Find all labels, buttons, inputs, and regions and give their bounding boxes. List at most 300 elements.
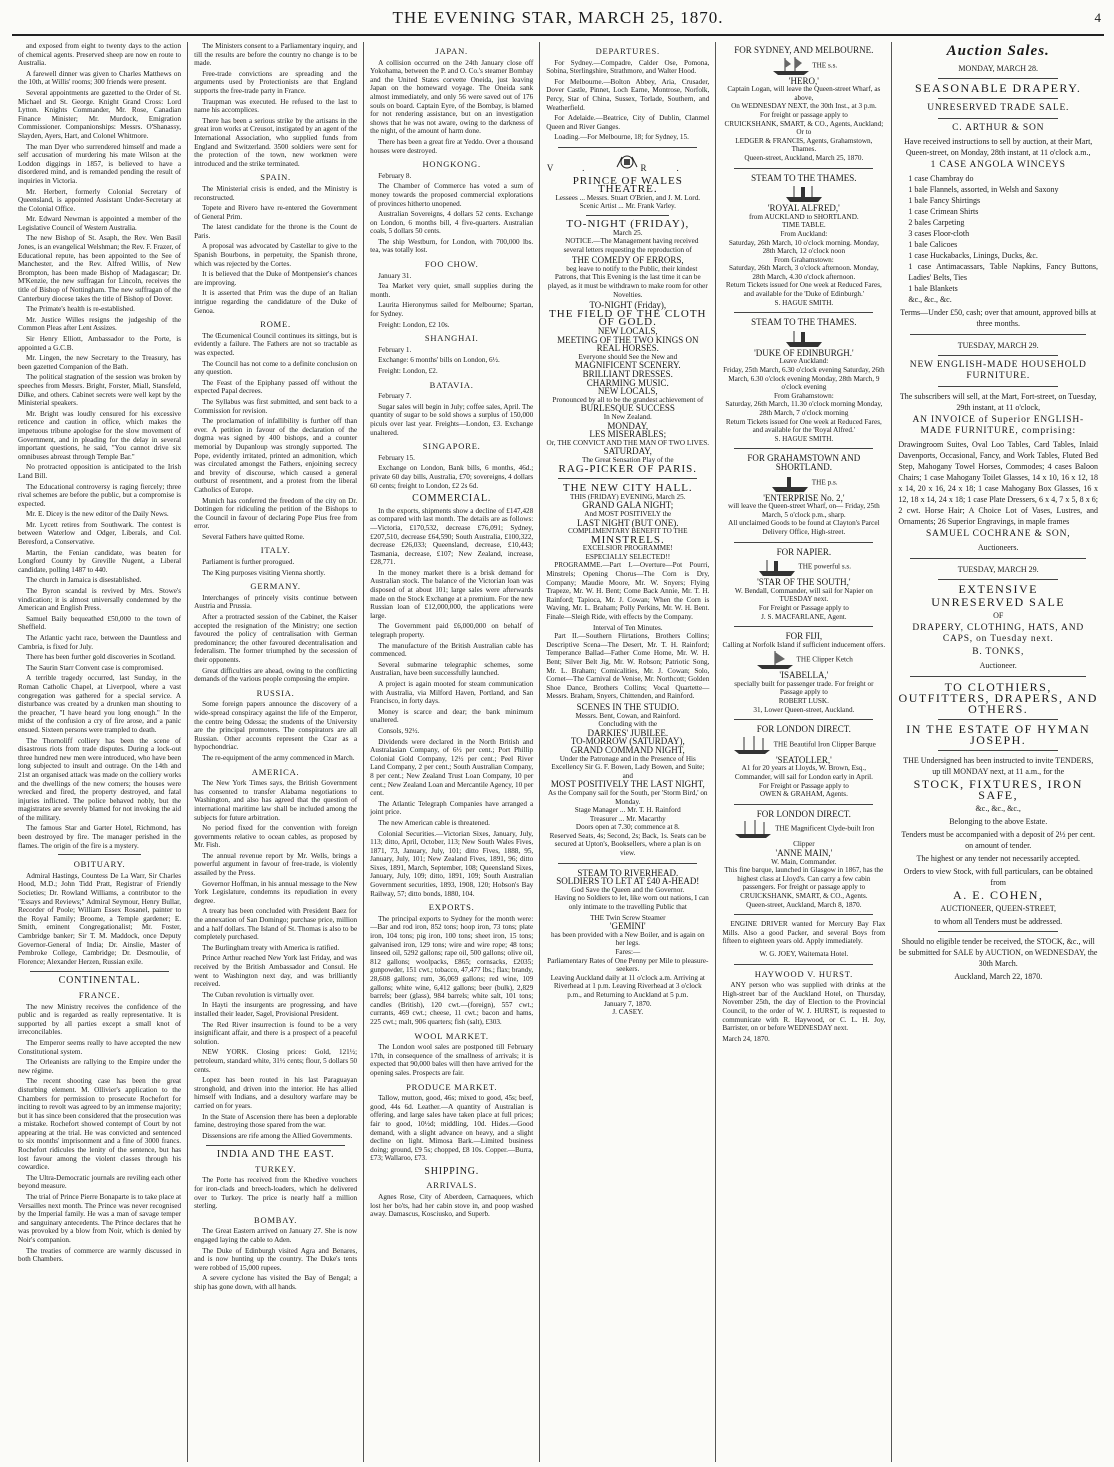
theatre-title: PRINCE OF WALES THEATRE.: [572, 174, 683, 196]
fiji-ad: [722, 632, 885, 714]
paragraph: The annual revenue report by Mr. Wells, brings a powerful argument in favour of free-trade, is violently assailed by the Press.: [194, 851, 358, 878]
paragraph: No period fixed for the convention with foreign governments relative to ocean cables, as proposed by Mr. Fish.: [194, 824, 358, 850]
hero-text: Captain Logan, will leave the Queen-street Wharf, as above,: [727, 85, 881, 102]
seasonable-drapery: SEASONABLE DRAPERY.: [915, 81, 1082, 95]
bombay-heading: BOMBAY.: [254, 1214, 298, 1225]
spain-paragraphs: [194, 185, 357, 315]
steamer-icon: [770, 472, 810, 494]
theatre-notice2: beg leave to notify to the Public, their kindest Patrons, that This Evening is the last time it can be played, as it must be withdrawn to make room for other Novelties.: [547, 264, 708, 299]
columns: [12, 42, 1104, 1462]
batavia-paragraphs: [370, 392, 533, 437]
steamer-icon: [784, 182, 824, 204]
tuesday-date-1: TUESDAY, MARCH 29.: [957, 341, 1039, 350]
divider: [734, 168, 873, 169]
sydney-heading: FOR SYDNEY, AND MELBOURNE.: [734, 45, 874, 55]
singapore-paragraphs: [370, 454, 533, 490]
paragraph: The New York Times says, the British Government has consented to transfer Alabama negotiations to Washington, and also has agreed that the question of international maritime law shall be included among the subjects for future arbitration.: [194, 779, 358, 822]
divider: [558, 478, 697, 479]
city-hall-ad: [546, 484, 709, 858]
paragraph: The Saurin Starr Convent case is compromised.: [26, 663, 164, 672]
hero-intro: THE s.s.: [812, 61, 838, 70]
divider: [938, 78, 1058, 79]
duke-times2: Saturday, 26th March, 11.30 o'clock morning Monday, 28th March, 7 o'clock morning: [725, 400, 883, 417]
paragraph: The Cuban revolution is virtually over.: [202, 990, 314, 999]
commercial-heading: COMMERCIAL.: [412, 493, 492, 505]
ent-text: will leave the Queen-street Wharf, on— Friday, 25th March, 5 o'clock p.m., sharp.: [728, 502, 880, 519]
theatre-saturday: SATURDAY,: [603, 446, 652, 457]
theatre-date: March 25.: [613, 228, 643, 237]
london2-date: Queen-street, Auckland, March 8, 1870.: [746, 900, 862, 909]
page-number: 4: [1094, 10, 1102, 25]
paragraph: The ship Westburn, for London, with 700,000 lbs. tea, was totally lost.: [370, 237, 534, 255]
fiji-addr: 31, Lower Queen-street, Auckland.: [753, 705, 855, 714]
arthur-text: Have received instructions to sell by auction, at their Mart, Queen-street, on Monday, 28th instant, at 11 o'clock a.m.,: [904, 137, 1093, 157]
leave-auckland: Leave Auckland:: [779, 357, 829, 366]
haywood-text: ANY person who was supplied with drinks at the High-street bar of the Auckland Hotel, on Thursday, November 25th, the day of Election to the Provincial Council, to the order of W. J. HURST, is requested to communicate with R. Haywood, or C. L. H. Joy, Barrister, on or before WEDNESDAY next.: [722, 981, 886, 1033]
foochow-heading: FOO CHOW.: [424, 259, 479, 270]
ent-name: 'ENTERPRISE No. 2,': [763, 492, 845, 503]
theatre-scenic: Scenic Artist ... Mr. Frank Varley.: [579, 202, 676, 211]
wool-heading: WOOL MARKET.: [414, 1030, 489, 1041]
paragraph: The new Ministry receives the confidence of the public and is regarded as really representative. It is supported by all parties except a small knot of irreconcilables.: [18, 1002, 182, 1037]
english-made-heading: NEW ENGLISH-MADE HOUSEHOLD FURNITURE.: [909, 360, 1087, 381]
paragraph: Exchange on London, Bank bills, 6 months, 46d.; private 60 day bills, Australia, £70; sovereigns, 4 dollars 60 cents; freight to London, £2 2s 6d.: [370, 464, 534, 490]
batavia-heading: BATAVIA.: [429, 379, 474, 390]
paragraph: The Educational controversy is raging fiercely; three rival schemes are before the public, but a compromise is expected.: [18, 482, 182, 508]
france-heading: FRANCE.: [78, 989, 121, 1000]
paragraph: A proposal was advocated by Castellar to give to the Spanish Bourbons, in perpetuity, the Spanish throne, which was rejected by the Cortes.: [194, 242, 358, 268]
paragraph: February 15.: [378, 453, 415, 462]
ra-times2: Saturday, 26th March, 3 o'clock afternoon. Monday, 28th March, 4.30 o'clock afternoon.: [729, 264, 879, 281]
paragraph: The treaties of commerce are warmly discussed in both Chambers.: [18, 1246, 182, 1264]
japan-paragraphs: [370, 59, 533, 156]
duke-return: Return Tickets issued for One week at Reduced Fares, and available for the 'Royal Alfred.': [725, 417, 882, 435]
unreserved-sale-heading: UNRESERVED SALE: [931, 595, 1066, 609]
paragraph: Topete and Rivero have re-entered the Government of General Prim.: [194, 204, 358, 221]
theatre-music: CHARMING MUSIC.: [586, 377, 669, 388]
steamer-icon: [784, 327, 824, 349]
foochow-paragraphs: [370, 272, 533, 330]
sale-item: &c., &c., &c.: [908, 295, 952, 304]
departures-paragraphs: [546, 59, 709, 142]
paragraph: The Great Eastern arrived on January 27. She is now engaged laying the cable to Aden.: [194, 1227, 358, 1245]
paragraph: Traupman was executed. He refused to the last to name his accomplices.: [194, 97, 358, 115]
paragraph: Mr. E. Dicey is the new editor of the Daily News.: [26, 510, 169, 519]
sale-item: 1 bale Fancy Shirtings: [908, 196, 981, 205]
riverhead-gemini: 'GEMINI': [609, 921, 646, 932]
cityhall-minstrels: MINSTRELS.: [590, 533, 665, 546]
paragraph: Colonial Securities.—Victorian Sixes, January, July, 113; ditto, April, October, 113; New South Wales Fives, 1871, 73, January, July, 101; ditto Fives, 1888, 95, January, July, 101; New Zealand Fives, 1891, 96; ditto Sixes, 1891, March, September, 108; Queensland Sixes, January, July, 109; ditto, 1891, 109; South Australian Government securities, 1893, 1908, 120; Hobson's Bay Railway, 57; ditto bonds, 1880, 104.: [370, 829, 534, 898]
paragraph: The Thornoliff colliery has been the scene of disastrous riots from trade disputes. During a lock-out three hundred new men were introduced, who have been long subjected to insult and outrage. On the 14th and 21st an organised attack was made on the colliery works and the dwellings of the new comers; the houses were wrecked and fired, the property destroyed, and fatal injuries inflicted. The police behaved nobly, but the magistrates are severely blamed for not invoking the aid of the military.: [18, 736, 182, 822]
sale-items-list: [908, 173, 1098, 305]
theatre-everyone: Everyone should See the New and: [578, 352, 678, 361]
riverhead-god-save: God Save the Queen and the Governor.: [571, 885, 685, 894]
masthead-title: THE EVENING STAR, MARCH 25, 1870.: [392, 8, 724, 27]
column-5: [716, 42, 892, 1462]
tuesday-date-2: TUESDAY, MARCH 29.: [957, 565, 1039, 574]
column-6: [892, 42, 1104, 1462]
paragraph: There has been further gold discoveries in Scotland.: [26, 653, 176, 662]
france-continued: [194, 42, 357, 168]
column-1: [12, 42, 188, 1462]
news-paragraphs: [18, 42, 181, 850]
royal-alfred-ad: [722, 174, 885, 308]
exports-text: The principal exports to Sydney for the month were:—Bar and rod iron, 852 tons; hoop iron, 73 tons; plate iron, 104 tons; pig iron, 100 tons; sheet iron, 15 tons; galvanised iron, 129 tons; wire and wire rope; 48 tons; linseed oil, 5292 gallons; rape oil, 500 gallons; olive oil, 812 gallons; woolpacks, £865; cornsacks, £2035; gunpowder, 151 cwt.; tobacco, 47,477 lbs.; flax; brandy, 28,608 gallons; rum, 36,069 gallons; red wine, 109 gallons; white wine, 6,412 gallons; beer (bulk), 2,829 barrels; beer (glass), 984 barrels; white salt, 101 tons; candles (British), 120 cwt.—(foreign), 557 cwt.; currants, 469 cwt.; cheese, 11 cwt.; bacon and hams, 225 cwt.; malt, 906 quarters; fish (salt), £303.: [370, 914, 534, 1026]
divider: [58, 854, 141, 855]
clothiers-heading: TO CLOTHIERS, OUTFITTERS, DRAPERS, AND OTHERS.: [898, 680, 1098, 716]
stock-heading: STOCK, FIXTURES, IRON SAFE,: [913, 777, 1083, 802]
cityhall-scenes-by: Messrs. Bent, Cowan, and Rainford.: [575, 711, 681, 720]
theatre-monday: MONDAY,: [607, 420, 649, 431]
russia-paragraphs: [194, 700, 357, 762]
ship-icon: [755, 649, 795, 671]
hero-or: Or to: [796, 128, 812, 137]
riverhead-leaving: Leaving Auckland daily at 11 o'clock a.m. Arriving at Riverhead at 1 p.m. Leaving Riverhead at 3 o'clock p.m., and Returning to Auckland at 5 p.m.: [550, 973, 705, 999]
arrivals-heading: ARRIVALS.: [426, 1180, 478, 1191]
anne-main-ad: [722, 810, 885, 909]
paragraph: In the exports, shipments show a decline of £147,428 as compared with last month. The details are as follows:—Victoria, £170,532, decrease £76,091; Sydney, £207,510, decrease £64,590; South Australia, £100,322, decrease £26,033; Queensland, decrease, £10,443; Tasmania, decrease, £107; New Zealand, increase, £28,771.: [370, 506, 534, 567]
divider: [734, 914, 873, 915]
shipping-heading: SHIPPING.: [424, 1165, 480, 1177]
london2-agent: CRUICKSHANK, SMART, & CO., Agents.: [740, 891, 868, 900]
riverhead-ad: [546, 869, 709, 1017]
fiji-text: specially built for passenger trade. For freight or Passage apply to: [734, 679, 874, 697]
theatre-convict: Or, THE CONVICT AND THE MAN OF TWO LIVES.: [546, 438, 710, 447]
cityhall-grand-command: GRAND COMMAND NIGHT,: [570, 744, 685, 755]
angola-line: 1 CASE ANGOLA WINCEYS: [930, 160, 1066, 170]
divider: [734, 448, 873, 449]
duke-heading: STEAM TO THE THAMES.: [751, 317, 857, 328]
paragraph: A treaty has been concluded with President Baez for the annexation of San Domingo; purchase price, million and a half dollars. The Island of St. Thomas is also to be completely purchased.: [194, 907, 358, 942]
divider: [586, 215, 669, 216]
paragraph: Several appointments are gazetted to the Order of St. Michael and St. George. Knight Grand Cross: Lord Lytton. Knights Commander, Mr. Rose, Canadian Finance Minister; Mr. Murdock, Emigration Commissioner. Companionships: Messrs. O'Shanassy, Slayden, Ayers, Hart, and Colonel Whitmore.: [18, 88, 182, 140]
paragraph: Money is scarce and dear; the bank minimum unaltered.: [370, 707, 534, 725]
singapore-heading: SINGAPORE.: [422, 441, 481, 452]
napier-text: W. Bendall, Commander, will sail for Napier on TUESDAY next.: [734, 586, 873, 604]
cityhall-part2: Part II.—Southern Flirtations, Brothers Collins; Descriptive Scena—The Desert, Mr. T. H. Rainford; Temperance Ballad—Father Come Home, Mr. W. H. Bent; Silver Belt Jig, Mr. W. Robson; Patriotic Song, Mr. L. Braham; Comicalities, Mr. J. Cowan; Solo, Cornet—The Carnival de Venise, Mr. Northcott; Golden Shoe Dance, Brothers Collins; Vocal Quartette—Messrs. Braham, Snyers, Chittenden, and Rainford.: [546, 632, 710, 701]
divider: [734, 312, 873, 313]
cityhall-title: THE NEW CITY HALL.: [562, 482, 693, 495]
belonging-text: Belonging to the above Estate.: [949, 817, 1048, 826]
obituary-heading: OBITUARY.: [73, 859, 126, 870]
italy-heading: ITALY.: [260, 545, 291, 556]
germany-heading: GERMANY.: [250, 581, 301, 592]
ra-times1: Saturday, 26th March, 10 o'clock morning. Monday, 28th March, 12 o'clock noon: [728, 238, 879, 256]
paragraph: Consols, 92½.: [378, 726, 420, 735]
paragraph: Governor Hoffman, in his annual message to the New York Legislature, condemns its repudiation in every degree.: [194, 879, 358, 905]
napier-name: 'STAR OF THE SOUTH,': [757, 577, 851, 588]
paragraph: Interchanges of princely visits continue between Austria and Prussia.: [194, 593, 358, 611]
paragraph: The trial of Prince Pierre Bonaparte is to take place at Versailles next month. The Prince was never recognised by the Imperial family. He was a man of savage temper and sanguinary antecedents. The Prince declares that he was provoked by a blow from Noir, which is denied by Noir's companion.: [18, 1193, 182, 1244]
tonks-role: Auctioneer.: [979, 661, 1017, 670]
royal-crest: [546, 153, 709, 173]
cityhall-especially: ESPECIALLY SELECTED!!: [585, 552, 671, 561]
sale-item: 1 bale Flannels, assorted, in Welsh and Saxony: [908, 185, 1059, 194]
cityhall-this: THIS (FRIDAY) EVENING, March 25.: [570, 492, 686, 501]
ship-icon: [771, 55, 811, 77]
paragraph: Exchange: 6 months' bills on London, 6½.: [378, 356, 500, 365]
hero-date: On WEDNESDAY NEXT, the 30th Inst., at 3 p.m.: [731, 102, 877, 111]
paragraph: February 8.: [378, 171, 412, 180]
cityhall-reserved: Reserved Seats, 4s; Second, 2s; Back, 1s. Seats can be secured at Upton's, Booksellers, where a plan is on view.: [549, 831, 706, 858]
paragraph: Parliament is further prorogued.: [202, 558, 295, 567]
divider: [734, 542, 873, 543]
column-3: [364, 42, 540, 1462]
sale-item: 1 case Antimacassars, Table Napkins, Fancy Buttons, Ladies' Belts, Ties: [908, 262, 1099, 282]
divider: [206, 1145, 345, 1146]
paragraph: Mr. Bright was loudly censured for his excessive reticence and caution in office, which makes the impetuous tribune apologise for the slow movement of Government, and in pleading for the delay in several important questions, he said, "You cannot drive six omnibuses abreast through Temple Bar.": [18, 409, 182, 461]
turkey-text: The Porte has received from the Khedive vouchers for iron-clads and breech-loaders, which he delivered over to Turkey. The price is nearly half a million sterling.: [194, 1176, 358, 1211]
paragraph: For Sydney.—Compadre, Calder Ose, Pomona, Sobina, Sterlingshire, Strathmore, and Walter Hood.: [546, 58, 710, 76]
exports-heading: EXPORTS.: [428, 902, 475, 913]
hero-name: 'HERO,': [788, 75, 819, 86]
germany-paragraphs: [194, 594, 357, 684]
paragraph: The Orleanists are rallying to the Empire under the new régime.: [18, 1058, 182, 1075]
of-label: OF: [993, 611, 1004, 620]
paragraph: Dissensions are rife among the Allied Governments.: [202, 1131, 353, 1140]
unreserved-trade-sale: UNRESERVED TRADE SALE.: [927, 103, 1070, 113]
paragraph: Lopez has been routed in his last Paraguayan stronghold, and driven into the interior. He has allied himself with Indians, and a desultory warfare may be carried on for years.: [194, 1076, 358, 1110]
produce-text: Tallow, mutton, good, 46s; mixed to good, 45s; beef, good, 44s 6d. Leather.—A quantity of Australian is offering, and large sales have taken place at full prices; fair to good, 10½d; middling, 10d. Hides.—Good demand, with a slight advance on heavy, and a slight decline on light. Mimosa Bark.—Limited business doing; ground, £9 5s; chopped, £8 10s. Copper.—Burra, £73; Wallaroo, £73.: [370, 1094, 534, 1163]
paragraph: The Syllabus was first submitted, and sent back to a Commission for revision.: [194, 397, 358, 415]
divider: [910, 334, 1086, 335]
column-4: [540, 42, 716, 1462]
paragraph: NEW YORK. Closing prices: Gold, 121½; petroleum, standard white, 31½ cents; flour, 5 dollars 50 cents.: [194, 1048, 358, 1074]
paragraph: In the State of Ascension there has been a deplorable famine, destroying those spared from the war.: [194, 1112, 358, 1130]
etc-text: &c., &c., &c.,: [975, 804, 1021, 813]
napier-intro: THE powerful s.s.: [798, 562, 852, 571]
paragraph: The Primate's health is re-established.: [26, 305, 135, 314]
paragraph: The famous Star and Garter Hotel, Richmond, has been destroyed by fire. The manager perished in the flames. The origin of the fire is a mystery.: [18, 824, 182, 850]
paragraph: The latest candidate for the throne is the Count de Paris.: [194, 223, 358, 240]
riverhead-parliamentary: Parliamentary Rates of One Penny per Mile to pleasure-seekers.: [547, 956, 709, 974]
highest-text: The highest or any tender not necessarily accepted.: [916, 854, 1080, 863]
theatre-miserables: LES MISERABLES;: [589, 429, 667, 440]
cityhall-interval: Interval of Ten Minutes.: [592, 623, 663, 632]
obituary-text: Admiral Hastings, Countess De La Warr, Sir Charles Hood, M.D.; John Tidd Pratt, Registrar of Friendly Societies; Dr. Rowland Williams, a contributor to the "Essays and Reviews;" Admiral Seymour, Henry Bullar, Recorder of Poole; William Essex Rosanel, painter to the Royal Family; Broome, a Temple gardener; E. Smith, eminent Congregationalist; Mr. Foster, Cambridge banker; Sir T. M. Maddock, once Deputy Governor-General of India; Dr. Ainslie, Master of Pembroke College, Cambridge; Dr. Desmoulie, of Florence; Alexander Herzen, Russian exile.: [18, 871, 182, 966]
italy-paragraphs: [194, 558, 357, 577]
paragraph: February 1.: [378, 345, 412, 354]
cityhall-benefit: COMPLIMENTARY BENEFIT TO THE: [568, 527, 688, 536]
should-text: Should no eligible tender be received, the STOCK, &c., will be submitted for SALE by AUCTION, on WEDNESDAY, the 30th March.: [898, 937, 1098, 968]
bombay-paragraphs: [194, 1227, 357, 1291]
royal-name: 'ROYAL ALFRED,': [767, 203, 840, 214]
auction-sales-title: Auction Sales.: [946, 43, 1050, 59]
paragraph: A project is again mooted for steam communication with Australia, via Milford Haven, Portland, and San Francisco, in forty days.: [370, 680, 534, 706]
paragraph: In Hayti the insurgents are progressing, and have installed their leader, Sagel, Provisional President.: [194, 1001, 358, 1018]
theatre-dresses: BRILLIANT DRESSES.: [582, 369, 673, 379]
divider: [734, 626, 873, 627]
france-paragraphs: [18, 1003, 181, 1264]
paragraph: Sugar sales will begin in July; coffee sales, April. The quantity of sugar to be sold shows a surplus of 150,000 piculs over last year. Freights—London, £3. Exchange unaltered.: [370, 402, 534, 437]
paragraph: The Œcumenical Council continues its sittings, but is evidently a failure. The Fathers are not so tractable as was expected.: [194, 331, 358, 357]
paragraph: Martin, the Fenian candidate, was beaten for Longford County by Greville Nugent, a Liberal candidate, polling 1487 to 440.: [18, 548, 182, 574]
riverhead-date: January 7, 1870.: [604, 999, 652, 1008]
paragraph: Mr. Justice Willes resigns the judgeship of the Common Pleas after Lent Assizes.: [18, 315, 182, 333]
shanghai-heading: SHANGHAI.: [424, 333, 479, 344]
paragraph: Loading.—For Melbourne, 18; for Sydney, 15.: [554, 133, 689, 142]
paragraph: A collision occurred on the 24th January close off Yokohama, between the P. and O. Co.'s steamer Bombay and the United States corvette Oneida, just leaving Japan on the homeward voyage. The Oneida sank almost immediately, and only 56 were saved out of 176 souls on board. Captain Eyre, of the Bombay, is blamed for not rendering assistance, but on an investigation shows that he was not aware, owing to the darkness of the night, of the amount of harm done.: [370, 58, 534, 136]
paragraph: No protracted opposition is anticipated to the Irish Land Bill.: [18, 463, 182, 480]
departures-heading: DEPARTURES.: [595, 46, 660, 56]
london1-freight: For Freight or Passage apply to: [758, 781, 849, 790]
paragraph: Dividends were declared in the North British and Australasian Company, of 6½ per cent.; Port Phillip Colonial Gold Company, 12½ per cent.; Peel River Land Company, 2 per cent.; South Australian Company, 8 per cent.; New Zealand Trust Loan Company, 10 per cent.; New Zealand Loan and Mercantile Agency, 10 per cent.: [370, 737, 534, 798]
paragraph: Mr. Edward Newman is appointed a member of the Legislative Council of Western Australia.: [18, 215, 182, 232]
cohen-name: A. E. COHEN,: [953, 888, 1044, 902]
theatre-lessees: Lessees ... Messrs. Stuart O'Brien, and J. M. Lord.: [555, 193, 701, 202]
addressed-text: to whom all Tenders must be addressed.: [934, 917, 1063, 926]
napier-ad: [722, 548, 885, 622]
london2-name: 'ANNE MAIN,': [775, 848, 833, 858]
cityhall-concluding: Concluding with the: [598, 720, 658, 729]
undersigned-text: THE Undersigned has been instructed to invite TENDERS, up till MONDAY next, at 11 a.m., for the: [903, 756, 1094, 776]
cityhall-treasurer: Treasurer ... Mr. Macarthy: [589, 814, 666, 823]
theatre-sensation: The Great Sensation Play of the: [581, 455, 674, 464]
thames-heading: STEAM TO THE THAMES.: [751, 172, 857, 183]
london1-name: 'SEATOLLER,': [775, 754, 832, 765]
paragraph: The proclamation of infallibility is further off than ever. A petition in favour of the declaration of the dogma was signed by 400 bishops, and a counter memorial by Dupanloup was strongly supported. The Pope, evidently irritated, printed an admonition, which was circulated amongst the Fathers, enjoining secrecy and brevity of discourse, which caused a general outburst of resentment, and a protest from the liberal Catholics of Europe.: [194, 417, 358, 494]
paragraph: January 31.: [378, 271, 412, 280]
riverhead-signed: J. CASEY.: [612, 1008, 644, 1017]
sale-item: 2 bales Carpeting: [908, 218, 965, 227]
paragraph: A farewell dinner was given to Charles Matthews on the 10th, at Willis' rooms; 300 friends were present.: [18, 69, 182, 87]
theatre-tonight: TO-NIGHT (FRIDAY),: [566, 217, 690, 230]
ra-return: Return Tickets issued for One week at Reduced Fares, and available for the 'Duke of Edinburgh.': [725, 281, 882, 299]
paragraph: The Atlantic yacht race, between the Dauntless and Cambria, is fixed for July.: [18, 634, 182, 651]
sale-item: 3 cases Floor-cloth: [908, 229, 970, 238]
divider: [938, 386, 1058, 387]
drapery-text: DRAPERY, CLOTHING, HATS, AND CAPS, on Tuesday next.: [912, 623, 1085, 644]
sale-item: 1 case Crimean Shirts: [908, 207, 979, 216]
riverhead-steamer: THE Twin Screw Steamer: [590, 913, 666, 922]
sale-item: 1 bale Calicoes: [908, 240, 958, 249]
estate-heading: IN THE ESTATE OF HYMAN JOSEPH.: [906, 722, 1091, 747]
commercial-paragraphs: [370, 507, 533, 899]
napier-freight: For Freight or Passage apply to: [758, 603, 849, 612]
steamer-icon: [757, 556, 797, 578]
divider: [938, 931, 1058, 932]
riverhead-soldiers: SOLDIERS TO LET AT £40 A-HEAD!: [556, 876, 700, 887]
theatre-scenery: MAGNIFICENT SCENERY.: [574, 360, 681, 371]
theatre-ad: [546, 153, 709, 473]
cityhall-scenes: SCENES IN THE STUDIO.: [576, 701, 679, 712]
riverhead-fares: Fares:—: [615, 948, 641, 956]
paragraph: The Chamber of Commerce has voted a sum of money towards the proposed commercial explorations of provinces hitherto unopened.: [370, 182, 534, 208]
ent-goods: All unclaimed Goods to be found at Clayton's Parcel Delivery Office, High-street.: [728, 519, 880, 536]
cityhall-positively: And MOST POSITIVELY the: [584, 509, 672, 518]
enterprise-ad: [722, 454, 885, 536]
paragraph: Prince Arthur reached New York last Friday, and was received by the British Ambassador and Consul. He went to Washington next day, and was brilliantly received.: [194, 954, 358, 989]
paragraph: For Melbourne.—Bolton Abbey, Aria, Crusader, Dover Castle, Pinnet, Loch Earne, Montrose, Norfolk, Percy, Star of China, Sussex, Torlade, Southern, and Weatherfield.: [546, 77, 710, 112]
paragraph: The Duke of Edinburgh visited Agra and Benares, and is now hunting up the country. The Duke's tents were robbed of 15,000 rupees.: [194, 1246, 358, 1272]
india-heading: INDIA AND THE EAST.: [216, 1149, 335, 1161]
paragraph: Mr. Lingen, the new Secretary to the Treasury, has been gazetted Companion of the Bath.: [18, 354, 182, 371]
duke-name: 'DUKE OF EDINBURGH.': [754, 347, 854, 358]
paragraph: The Atlantic Telegraph Companies have arranged a joint price.: [370, 799, 534, 817]
paragraph: Several submarine telegraphic schemes, some Australian, have been successfully launched.: [370, 660, 534, 678]
paragraph: The Ministers consent to a Parliamentary inquiry, and till the results are before the country no change is to be made.: [194, 42, 358, 68]
duke-from-grahamstown: From Grahamstown:: [774, 391, 834, 400]
paragraph: A severe cyclone has visited the Bay of Bengal; a ship has gone down, with all hands.: [194, 1274, 358, 1291]
divider: [938, 579, 1058, 580]
riverhead-fitted: has been provided with a New Boiler, and is again on her legs.: [550, 930, 705, 948]
paragraph: Mr. Lycett retires from Southwark. The contest is between Waterlow and Odger, Liberals, and Col. Beresford, a Conservative.: [18, 520, 182, 547]
cityhall-most-positively: MOST POSITIVELY THE LAST NIGHT,: [550, 779, 705, 790]
cityhall-patronage: Under the Patronage and in the Presence of His Excellency Sir G. F. Bowen, Lady Bowen, and Suite; and: [551, 754, 705, 780]
subscribers-text: The subscribers will sell, at the Mart, Fort-street, on Tuesday, 29th instant, at 11 o'clock,: [899, 392, 1097, 412]
paragraph: Tea Market very quiet, small supplies during the month.: [370, 282, 534, 299]
engine-sign: W. G. JOEY, Waitemata Hotel.: [759, 949, 849, 958]
theatre-new-locals: NEW LOCALS,: [597, 386, 658, 397]
ra-sign: S. HAGUE SMITH.: [774, 298, 834, 307]
rome-heading: ROME.: [260, 319, 291, 330]
divider: [734, 804, 873, 805]
theatre-locals: NEW LOCALS,: [597, 326, 658, 337]
paragraph: The re-equipment of the army commenced in March.: [202, 753, 355, 762]
divider: [734, 964, 873, 965]
paragraph: The manufacture of the British Australian cable has commenced.: [370, 641, 534, 659]
sale-item: 1 case Chambray do: [908, 174, 974, 183]
riverhead-having: Having no Soldiers to let, like worn out nations, I can only intimate to the travelling Public that: [554, 894, 709, 912]
ent-heading: FOR GRAHAMSTOWN AND SHORTLAND.: [747, 453, 861, 472]
hongkong-paragraphs: [370, 172, 533, 255]
arthur-name: C. ARTHUR & SON: [952, 123, 1045, 133]
rome-paragraphs: [194, 332, 357, 542]
theatre-meeting: MEETING OF THE TWO KINGS ON REAL HORSES.: [557, 334, 699, 354]
cochrane-name: SAMUEL COCHRANE & SON,: [925, 529, 1071, 539]
paragraph: Mr. Herbert, formerly Colonial Secretary of Queensland, is appointed Assistant Under-Secretary at the Colonial Office.: [18, 187, 182, 213]
spain-heading: SPAIN.: [260, 172, 291, 183]
invoice-text: AN INVOICE of Superior ENGLISH-MADE FURNITURE, comprising:: [912, 415, 1084, 436]
london2-heading: FOR LONDON DIRECT.: [756, 808, 851, 819]
sale-terms: Terms—Under £50, cash; over that amount, approved bills at three months.: [900, 308, 1097, 328]
haywood-date: March 24, 1870.: [722, 1034, 770, 1043]
paragraph: It is asserted that Prim was the dupe of an Italian intrigue regarding the candidature of the Duke of Genoa.: [194, 289, 358, 315]
paragraph: The Red River insurrection is found to be a very insignificant affair, and there is a prospect of a peaceful solution.: [194, 1020, 358, 1046]
royal-arms-icon: [614, 153, 640, 171]
paragraph: Great difficulties are ahead, owing to the conflicting demands of the various people composing the empire.: [194, 666, 358, 684]
duke-times1: Friday, 25th March, 6.30 o'clock evening Saturday, 26th March, 6.30 o'clock evening Monday, 28th March, 9 o'clock evening: [723, 366, 885, 392]
paragraph: The church in Jamaica is disestablished.: [26, 576, 142, 585]
divider: [938, 750, 1058, 751]
duke-ad: [722, 318, 885, 443]
tonks-name: B. TONKS,: [972, 647, 1025, 657]
paragraph: Australian Sovereigns, 4 dollars 52 cents. Exchange on London, 6 months bill, 4 five-quarters. Australian coals, 5 dollars 50 cents.: [370, 210, 534, 236]
paragraph: Sir Henry Elliott, Ambassador to the Porte, is appointed a G.C.B.: [18, 335, 182, 352]
from-auckland: From Auckland:: [780, 229, 828, 238]
london2-text: This fine barque, launched in Glasgow in 1867, has the highest class at Lloyd's. Can carry a few cabin passengers. For freight or passage apply to: [724, 866, 884, 892]
cityhall-jubilee: DARKIES' JUBILEE.: [587, 727, 669, 738]
crest-right: R.: [640, 162, 709, 173]
paragraph: There has been a great fire at Yeddo. Over a thousand houses were destroyed.: [370, 137, 534, 155]
london1-heading: FOR LONDON DIRECT.: [756, 724, 851, 735]
paragraph: The new Bishop of St. Asaph, the Rev. Wen Basil Jones, is an evangelical Welshman; the Rev. F. Frazer, of Educational repute, has been appointed to the See of Manchester, and the Rev. Alfred Willis, of New Brompton, has been made Bishop of Madagascar; Dr. M'Kenzie, the new suffragan for Lincoln, receives the title of Bishop of Nottingham. The new suffragan of the Canterbury diocese takes the title of Bishop of Dover.: [18, 234, 182, 303]
paragraph: The King purposes visiting Vienna shortly.: [202, 568, 326, 577]
cityhall-excelsior: EXCELSIOR PROGRAMME!: [582, 544, 673, 553]
divider: [558, 147, 697, 148]
paragraph: Freight: London, £2.: [378, 367, 438, 375]
theatre-notice: NOTICE.—The Management having received several letters requesting the reproduction of: [563, 237, 699, 254]
sign-date: Auckland, March 22, 1870.: [954, 972, 1043, 981]
divider: [910, 558, 1086, 559]
paragraph: The Burlingham treaty with America is ratified.: [202, 943, 340, 952]
fiji-name: 'ISABELLA,': [779, 670, 829, 681]
paragraph: In the money market there is a brisk demand for Australian stock. The balance of the Victorian loan was disposed of at about 101; large sales were afterwards made on the Stock Exchange at a premium. For the new Russian loan of £12,000,000, the applications were large.: [370, 568, 534, 620]
cityhall-programme: PROGRAMME.—Part I.—Overture—Pot Pourri, Minstrels; Opening Chorus—The Corn is Dry, Company; Maudie Moore, Mr. W. Snyers; Flying Trapeze, Mr. W. H. Bent; Come Back Annie, Mr. T. H. Rainford; Tapioca, Mr. J. Cowan; When the Corn is Waving, Mr. L. Braham; Polly Perkins, Mr. W. H. Bent. Finale—Sleigh Ride, with effects by the Company.: [546, 561, 710, 622]
paragraph: February 7.: [378, 392, 412, 401]
london1-text: A1 for 20 years at Lloyds, W. Brown, Esq., Commander, will sail for London early in April.: [734, 764, 873, 782]
from-grahamstown: From Grahamstown:: [774, 255, 834, 264]
